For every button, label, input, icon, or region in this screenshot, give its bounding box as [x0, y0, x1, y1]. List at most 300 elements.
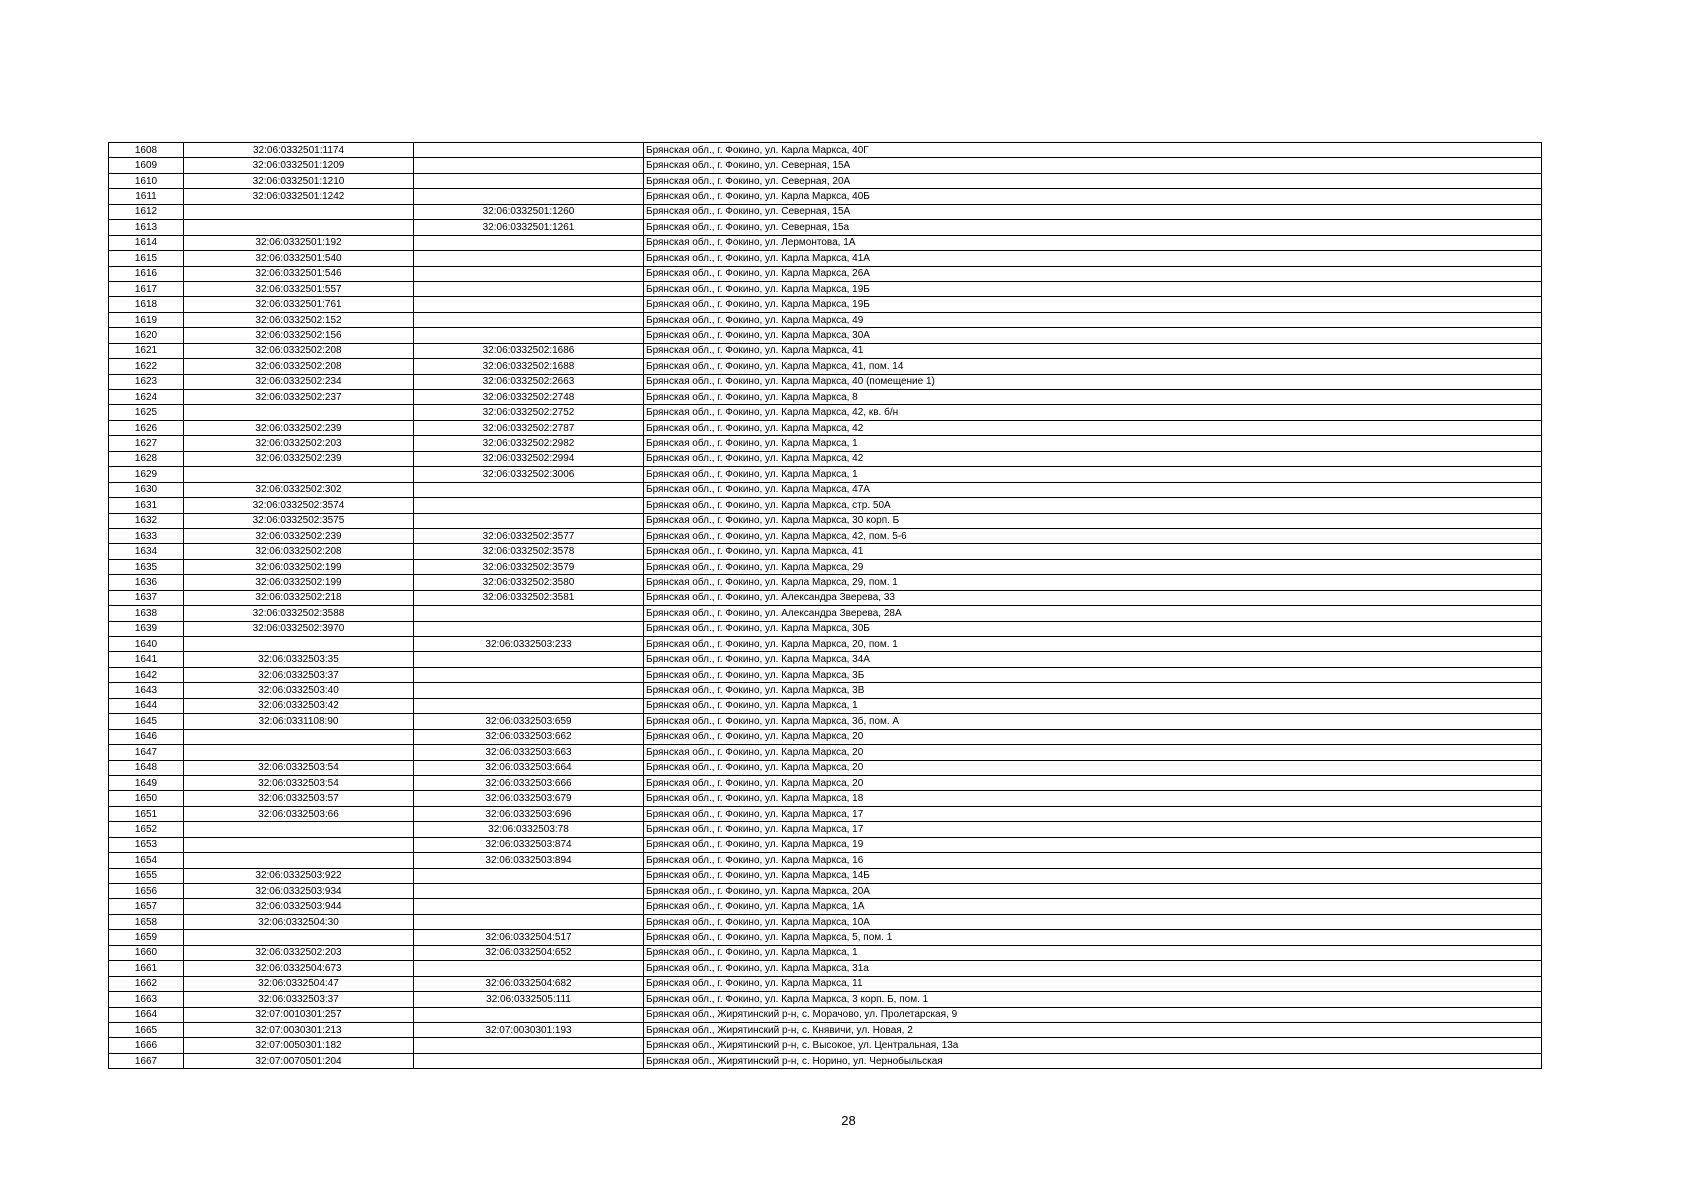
row-number-cell: 1617	[109, 281, 184, 296]
address-cell: Брянская обл., г. Фокино, ул. Карла Маркса, 20, пом. 1	[644, 637, 1542, 652]
related-cadastral-number-cell	[414, 698, 644, 713]
cadastral-number-cell: 32:06:0332502:239	[184, 528, 414, 543]
cadastral-number-cell: 32:06:0332502:302	[184, 482, 414, 497]
address-cell: Брянская обл., г. Фокино, ул. Северная, 15А	[644, 158, 1542, 173]
address-cell: Брянская обл., г. Фокино, ул. Карла Маркса, 41	[644, 544, 1542, 559]
table-row	[109, 513, 1542, 528]
table-row	[109, 343, 1542, 358]
cadastral-number-cell	[184, 467, 414, 482]
address-cell: Брянская обл., г. Фокино, ул. Карла Маркса, 3б, пом. А	[644, 714, 1542, 729]
related-cadastral-number-cell	[414, 884, 644, 899]
address-cell: Брянская обл., г. Фокино, ул. Карла Маркса, 1	[644, 945, 1542, 960]
related-cadastral-number-cell	[414, 652, 644, 667]
address-cell: Брянская обл., г. Фокино, ул. Карла Маркса, 20	[644, 775, 1542, 790]
row-number-cell: 1660	[109, 945, 184, 960]
table-row	[109, 791, 1542, 806]
address-cell: Брянская обл., г. Фокино, ул. Карла Маркса, 47А	[644, 482, 1542, 497]
related-cadastral-number-cell: 32:06:0332503:664	[414, 760, 644, 775]
row-number-cell: 1665	[109, 1022, 184, 1037]
table-row	[109, 683, 1542, 698]
row-number-cell: 1643	[109, 683, 184, 698]
address-cell: Брянская обл., г. Фокино, ул. Карла Маркса, 26А	[644, 266, 1542, 281]
row-number-cell: 1621	[109, 343, 184, 358]
address-cell: Брянская обл., г. Фокино, ул. Карла Маркса, 10А	[644, 914, 1542, 929]
related-cadastral-number-cell: 32:06:0332502:2752	[414, 405, 644, 420]
related-cadastral-number-cell	[414, 173, 644, 188]
related-cadastral-number-cell	[414, 914, 644, 929]
related-cadastral-number-cell: 32:06:0332502:3579	[414, 559, 644, 574]
cadastral-number-cell: 32:06:0332503:35	[184, 652, 414, 667]
table-row	[109, 590, 1542, 605]
related-cadastral-number-cell: 32:06:0332503:233	[414, 637, 644, 652]
table-row	[109, 837, 1542, 852]
cadastral-number-cell: 32:06:0332502:234	[184, 374, 414, 389]
row-number-cell: 1656	[109, 884, 184, 899]
table-row	[109, 312, 1542, 327]
table-row	[109, 637, 1542, 652]
related-cadastral-number-cell: 32:06:0332502:3578	[414, 544, 644, 559]
related-cadastral-number-cell: 32:06:0332503:78	[414, 822, 644, 837]
table-row	[109, 1053, 1542, 1068]
address-cell: Брянская обл., г. Фокино, ул. Карла Маркса, 14Б	[644, 868, 1542, 883]
related-cadastral-number-cell: 32:06:0332502:2748	[414, 390, 644, 405]
cadastral-number-cell: 32:07:0050301:182	[184, 1038, 414, 1053]
row-number-cell: 1651	[109, 806, 184, 821]
row-number-cell: 1619	[109, 312, 184, 327]
address-cell: Брянская обл., г. Фокино, ул. Карла Маркса, 17	[644, 822, 1542, 837]
address-cell: Брянская обл., г. Фокино, ул. Карла Маркса, 31а	[644, 961, 1542, 976]
table-row	[109, 328, 1542, 343]
row-number-cell: 1667	[109, 1053, 184, 1068]
table-row	[109, 436, 1542, 451]
cadastral-number-cell: 32:06:0332503:944	[184, 899, 414, 914]
row-number-cell: 1608	[109, 143, 184, 158]
address-cell: Брянская обл., Жирятинский р-н, с. Норино, ул. Чернобыльская	[644, 1053, 1542, 1068]
row-number-cell: 1645	[109, 714, 184, 729]
related-cadastral-number-cell: 32:06:0332503:894	[414, 853, 644, 868]
related-cadastral-number-cell: 32:07:0030301:193	[414, 1022, 644, 1037]
cadastral-number-cell: 32:06:0332501:761	[184, 297, 414, 312]
row-number-cell: 1635	[109, 559, 184, 574]
address-cell: Брянская обл., г. Фокино, ул. Александра Зверева, 28А	[644, 606, 1542, 621]
related-cadastral-number-cell	[414, 606, 644, 621]
row-number-cell: 1629	[109, 467, 184, 482]
address-cell: Брянская обл., г. Фокино, ул. Карла Маркса, 34А	[644, 652, 1542, 667]
address-cell: Брянская обл., г. Фокино, ул. Северная, 15а	[644, 220, 1542, 235]
cadastral-number-cell: 32:06:0332502:208	[184, 544, 414, 559]
row-number-cell: 1632	[109, 513, 184, 528]
address-cell: Брянская обл., г. Фокино, ул. Карла Маркса, 29, пом. 1	[644, 575, 1542, 590]
cadastral-number-cell	[184, 745, 414, 760]
table-row	[109, 467, 1542, 482]
related-cadastral-number-cell	[414, 251, 644, 266]
related-cadastral-number-cell: 32:06:0332502:3006	[414, 467, 644, 482]
cadastral-number-cell: 32:06:0332502:237	[184, 390, 414, 405]
cadastral-number-cell	[184, 405, 414, 420]
row-number-cell: 1638	[109, 606, 184, 621]
related-cadastral-number-cell	[414, 667, 644, 682]
row-number-cell: 1618	[109, 297, 184, 312]
table-row	[109, 606, 1542, 621]
address-cell: Брянская обл., г. Фокино, ул. Карла Маркса, 3 корп. Б, пом. 1	[644, 992, 1542, 1007]
table-row	[109, 235, 1542, 250]
table-row	[109, 961, 1542, 976]
address-cell: Брянская обл., г. Фокино, ул. Александра Зверева, 33	[644, 590, 1542, 605]
address-cell: Брянская обл., г. Фокино, ул. Карла Маркса, 42, кв. б/н	[644, 405, 1542, 420]
table-row	[109, 914, 1542, 929]
related-cadastral-number-cell: 32:06:0332503:666	[414, 775, 644, 790]
cadastral-number-cell	[184, 729, 414, 744]
cadastral-number-cell: 32:06:0332502:3574	[184, 498, 414, 513]
address-cell: Брянская обл., г. Фокино, ул. Карла Маркса, 30А	[644, 328, 1542, 343]
related-cadastral-number-cell: 32:06:0332502:2663	[414, 374, 644, 389]
row-number-cell: 1647	[109, 745, 184, 760]
row-number-cell: 1627	[109, 436, 184, 451]
cadastral-number-cell	[184, 220, 414, 235]
row-number-cell: 1620	[109, 328, 184, 343]
cadastral-number-cell: 32:06:0332501:557	[184, 281, 414, 296]
cadastral-number-cell: 32:06:0332503:57	[184, 791, 414, 806]
cadastral-number-cell: 32:06:0332503:40	[184, 683, 414, 698]
related-cadastral-number-cell	[414, 312, 644, 327]
row-number-cell: 1630	[109, 482, 184, 497]
address-cell: Брянская обл., г. Фокино, ул. Карла Маркса, 17	[644, 806, 1542, 821]
row-number-cell: 1655	[109, 868, 184, 883]
address-cell: Брянская обл., г. Фокино, ул. Карла Маркса, 40 (помещение 1)	[644, 374, 1542, 389]
related-cadastral-number-cell: 32:06:0332501:1261	[414, 220, 644, 235]
table-row	[109, 390, 1542, 405]
row-number-cell: 1642	[109, 667, 184, 682]
table-row	[109, 714, 1542, 729]
address-cell: Брянская обл., г. Фокино, ул. Карла Маркса, 19Б	[644, 297, 1542, 312]
table-row	[109, 667, 1542, 682]
row-number-cell: 1609	[109, 158, 184, 173]
related-cadastral-number-cell: 32:06:0332502:2982	[414, 436, 644, 451]
row-number-cell: 1640	[109, 637, 184, 652]
row-number-cell: 1628	[109, 451, 184, 466]
table-row	[109, 374, 1542, 389]
cadastral-number-cell: 32:06:0332502:3588	[184, 606, 414, 621]
related-cadastral-number-cell: 32:06:0332502:2787	[414, 420, 644, 435]
related-cadastral-number-cell	[414, 266, 644, 281]
table-row	[109, 189, 1542, 204]
address-cell: Брянская обл., г. Фокино, ул. Карла Маркса, 1	[644, 698, 1542, 713]
row-number-cell: 1612	[109, 204, 184, 219]
table-row	[109, 853, 1542, 868]
related-cadastral-number-cell	[414, 621, 644, 636]
related-cadastral-number-cell: 32:06:0332502:2994	[414, 451, 644, 466]
table-row	[109, 420, 1542, 435]
related-cadastral-number-cell	[414, 899, 644, 914]
row-number-cell: 1639	[109, 621, 184, 636]
address-cell: Брянская обл., г. Фокино, ул. Карла Маркса, 42, пом. 5-6	[644, 528, 1542, 543]
address-cell: Брянская обл., г. Фокино, ул. Карла Маркса, 11	[644, 976, 1542, 991]
cadastral-number-cell: 32:06:0332501:1174	[184, 143, 414, 158]
address-cell: Брянская обл., г. Фокино, ул. Карла Маркса, 40Б	[644, 189, 1542, 204]
address-cell: Брянская обл., г. Фокино, ул. Карла Маркса, 3Б	[644, 667, 1542, 682]
row-number-cell: 1615	[109, 251, 184, 266]
related-cadastral-number-cell	[414, 868, 644, 883]
cadastral-number-cell: 32:06:0332503:922	[184, 868, 414, 883]
cadastral-number-cell: 32:07:0010301:257	[184, 1007, 414, 1022]
cadastral-number-cell: 32:07:0070501:204	[184, 1053, 414, 1068]
related-cadastral-number-cell	[414, 683, 644, 698]
address-cell: Брянская обл., г. Фокино, ул. Карла Маркса, 20	[644, 745, 1542, 760]
property-table-body	[109, 143, 1542, 1069]
row-number-cell: 1664	[109, 1007, 184, 1022]
cadastral-number-cell: 32:06:0332502:3575	[184, 513, 414, 528]
row-number-cell: 1649	[109, 775, 184, 790]
cadastral-number-cell: 32:06:0332503:934	[184, 884, 414, 899]
related-cadastral-number-cell	[414, 1007, 644, 1022]
cadastral-number-cell: 32:06:0332502:199	[184, 575, 414, 590]
row-number-cell: 1652	[109, 822, 184, 837]
related-cadastral-number-cell	[414, 1053, 644, 1068]
cadastral-number-cell: 32:06:0332501:192	[184, 235, 414, 250]
row-number-cell: 1641	[109, 652, 184, 667]
address-cell: Брянская обл., г. Фокино, ул. Карла Маркса, 19Б	[644, 281, 1542, 296]
table-row	[109, 281, 1542, 296]
table-row	[109, 266, 1542, 281]
row-number-cell: 1624	[109, 390, 184, 405]
address-cell: Брянская обл., г. Фокино, ул. Карла Маркса, 30 корп. Б	[644, 513, 1542, 528]
row-number-cell: 1636	[109, 575, 184, 590]
table-row	[109, 498, 1542, 513]
table-row	[109, 204, 1542, 219]
row-number-cell: 1625	[109, 405, 184, 420]
cadastral-number-cell: 32:06:0332501:540	[184, 251, 414, 266]
row-number-cell: 1631	[109, 498, 184, 513]
cadastral-number-cell: 32:06:0332501:1209	[184, 158, 414, 173]
address-cell: Брянская обл., г. Фокино, ул. Карла Маркса, 29	[644, 559, 1542, 574]
address-cell: Брянская обл., г. Фокино, ул. Карла Маркса, 42	[644, 451, 1542, 466]
related-cadastral-number-cell: 32:06:0332503:659	[414, 714, 644, 729]
row-number-cell: 1626	[109, 420, 184, 435]
address-cell: Брянская обл., Жирятинский р-н, с. Княвичи, ул. Новая, 2	[644, 1022, 1542, 1037]
address-cell: Брянская обл., г. Фокино, ул. Карла Маркса, 40Г	[644, 143, 1542, 158]
table-row	[109, 992, 1542, 1007]
cadastral-number-cell: 32:06:0332503:37	[184, 992, 414, 1007]
row-number-cell: 1637	[109, 590, 184, 605]
address-cell: Брянская обл., г. Фокино, ул. Лермонтова, 1А	[644, 235, 1542, 250]
table-row	[109, 621, 1542, 636]
related-cadastral-number-cell: 32:06:0332501:1260	[414, 204, 644, 219]
cadastral-number-cell	[184, 837, 414, 852]
address-cell: Брянская обл., г. Фокино, ул. Карла Маркса, 41А	[644, 251, 1542, 266]
row-number-cell: 1634	[109, 544, 184, 559]
address-cell: Брянская обл., г. Фокино, ул. Карла Маркса, 1	[644, 436, 1542, 451]
cadastral-number-cell: 32:06:0332502:239	[184, 451, 414, 466]
related-cadastral-number-cell	[414, 297, 644, 312]
address-cell: Брянская обл., г. Фокино, ул. Карла Маркса, 18	[644, 791, 1542, 806]
related-cadastral-number-cell: 32:06:0332503:679	[414, 791, 644, 806]
related-cadastral-number-cell: 32:06:0332504:517	[414, 930, 644, 945]
table-row	[109, 868, 1542, 883]
table-row	[109, 575, 1542, 590]
address-cell: Брянская обл., г. Фокино, ул. Карла Маркса, 20А	[644, 884, 1542, 899]
cadastral-number-cell: 32:06:0332503:54	[184, 760, 414, 775]
related-cadastral-number-cell	[414, 513, 644, 528]
related-cadastral-number-cell	[414, 189, 644, 204]
table-row	[109, 1022, 1542, 1037]
row-number-cell: 1646	[109, 729, 184, 744]
related-cadastral-number-cell	[414, 498, 644, 513]
cadastral-number-cell: 32:06:0332503:42	[184, 698, 414, 713]
table-row	[109, 482, 1542, 497]
table-row	[109, 976, 1542, 991]
related-cadastral-number-cell	[414, 482, 644, 497]
row-number-cell: 1623	[109, 374, 184, 389]
cadastral-number-cell: 32:06:0332504:30	[184, 914, 414, 929]
address-cell: Брянская обл., г. Фокино, ул. Карла Маркса, 42	[644, 420, 1542, 435]
row-number-cell: 1648	[109, 760, 184, 775]
address-cell: Брянская обл., г. Фокино, ул. Северная, 15А	[644, 204, 1542, 219]
address-cell: Брянская обл., г. Фокино, ул. Карла Маркса, 5, пом. 1	[644, 930, 1542, 945]
cadastral-number-cell: 32:07:0030301:213	[184, 1022, 414, 1037]
cadastral-number-cell: 32:06:0332502:208	[184, 359, 414, 374]
table-row	[109, 899, 1542, 914]
table-row	[109, 528, 1542, 543]
page-number: 28	[841, 1113, 856, 1128]
cadastral-number-cell	[184, 853, 414, 868]
address-cell: Брянская обл., г. Фокино, ул. Карла Маркса, 1А	[644, 899, 1542, 914]
cadastral-number-cell: 32:06:0332502:3970	[184, 621, 414, 636]
related-cadastral-number-cell: 32:06:0332503:696	[414, 806, 644, 821]
property-table	[108, 142, 1542, 1069]
address-cell: Брянская обл., Жирятинский р-н, с. Морачово, ул. Пролетарская, 9	[644, 1007, 1542, 1022]
related-cadastral-number-cell: 32:06:0332502:1686	[414, 343, 644, 358]
related-cadastral-number-cell: 32:06:0332502:3581	[414, 590, 644, 605]
row-number-cell: 1622	[109, 359, 184, 374]
address-cell: Брянская обл., г. Фокино, ул. Карла Маркса, 49	[644, 312, 1542, 327]
address-cell: Брянская обл., г. Фокино, ул. Карла Маркса, 41	[644, 343, 1542, 358]
cadastral-number-cell: 32:06:0332502:208	[184, 343, 414, 358]
cadastral-number-cell: 32:06:0332502:203	[184, 945, 414, 960]
related-cadastral-number-cell	[414, 158, 644, 173]
table-row	[109, 806, 1542, 821]
address-cell: Брянская обл., г. Фокино, ул. Северная, 20А	[644, 173, 1542, 188]
cadastral-number-cell: 32:06:0332502:203	[184, 436, 414, 451]
row-number-cell: 1659	[109, 930, 184, 945]
related-cadastral-number-cell	[414, 281, 644, 296]
row-number-cell: 1654	[109, 853, 184, 868]
cadastral-number-cell: 32:06:0332503:37	[184, 667, 414, 682]
row-number-cell: 1661	[109, 961, 184, 976]
related-cadastral-number-cell	[414, 328, 644, 343]
cadastral-number-cell: 32:06:0332503:66	[184, 806, 414, 821]
table-row	[109, 359, 1542, 374]
cadastral-number-cell: 32:06:0332501:1242	[184, 189, 414, 204]
cadastral-number-cell: 32:06:0331108:90	[184, 714, 414, 729]
address-cell: Брянская обл., г. Фокино, ул. Карла Маркса, 20	[644, 760, 1542, 775]
related-cadastral-number-cell: 32:06:0332502:3577	[414, 528, 644, 543]
table-row	[109, 405, 1542, 420]
address-cell: Брянская обл., г. Фокино, ул. Карла Маркса, 41, пом. 14	[644, 359, 1542, 374]
row-number-cell: 1662	[109, 976, 184, 991]
address-cell: Брянская обл., Жирятинский р-н, с. Высокое, ул. Центральная, 13а	[644, 1038, 1542, 1053]
related-cadastral-number-cell	[414, 1038, 644, 1053]
cadastral-number-cell	[184, 204, 414, 219]
table-row	[109, 760, 1542, 775]
table-row	[109, 698, 1542, 713]
related-cadastral-number-cell: 32:06:0332503:662	[414, 729, 644, 744]
cadastral-number-cell: 32:06:0332502:218	[184, 590, 414, 605]
cadastral-number-cell: 32:06:0332502:152	[184, 312, 414, 327]
row-number-cell: 1657	[109, 899, 184, 914]
related-cadastral-number-cell: 32:06:0332504:652	[414, 945, 644, 960]
table-row	[109, 884, 1542, 899]
address-cell: Брянская обл., г. Фокино, ул. Карла Маркса, 8	[644, 390, 1542, 405]
table-row	[109, 729, 1542, 744]
table-row	[109, 775, 1542, 790]
address-cell: Брянская обл., г. Фокино, ул. Карла Маркса, 3В	[644, 683, 1542, 698]
address-cell: Брянская обл., г. Фокино, ул. Карла Маркса, стр. 50А	[644, 498, 1542, 513]
related-cadastral-number-cell	[414, 235, 644, 250]
cadastral-number-cell: 32:06:0332502:199	[184, 559, 414, 574]
related-cadastral-number-cell: 32:06:0332502:1688	[414, 359, 644, 374]
row-number-cell: 1610	[109, 173, 184, 188]
table-row	[109, 652, 1542, 667]
table-row	[109, 544, 1542, 559]
cadastral-number-cell: 32:06:0332503:54	[184, 775, 414, 790]
address-cell: Брянская обл., г. Фокино, ул. Карла Маркса, 19	[644, 837, 1542, 852]
table-row	[109, 451, 1542, 466]
row-number-cell: 1663	[109, 992, 184, 1007]
row-number-cell: 1650	[109, 791, 184, 806]
cadastral-number-cell	[184, 822, 414, 837]
table-row	[109, 220, 1542, 235]
row-number-cell: 1633	[109, 528, 184, 543]
related-cadastral-number-cell: 32:06:0332505:111	[414, 992, 644, 1007]
cadastral-number-cell	[184, 930, 414, 945]
row-number-cell: 1613	[109, 220, 184, 235]
cadastral-number-cell: 32:06:0332501:1210	[184, 173, 414, 188]
table-row	[109, 173, 1542, 188]
table-row	[109, 143, 1542, 158]
row-number-cell: 1611	[109, 189, 184, 204]
cadastral-number-cell: 32:06:0332504:673	[184, 961, 414, 976]
cadastral-number-cell: 32:06:0332502:156	[184, 328, 414, 343]
address-cell: Брянская обл., г. Фокино, ул. Карла Маркса, 30Б	[644, 621, 1542, 636]
table-row	[109, 251, 1542, 266]
cadastral-number-cell: 32:06:0332501:546	[184, 266, 414, 281]
related-cadastral-number-cell: 32:06:0332503:663	[414, 745, 644, 760]
table-row	[109, 559, 1542, 574]
related-cadastral-number-cell: 32:06:0332503:874	[414, 837, 644, 852]
cadastral-number-cell	[184, 637, 414, 652]
address-cell: Брянская обл., г. Фокино, ул. Карла Маркса, 1	[644, 467, 1542, 482]
cadastral-number-cell: 32:06:0332504:47	[184, 976, 414, 991]
table-row	[109, 930, 1542, 945]
row-number-cell: 1658	[109, 914, 184, 929]
row-number-cell: 1653	[109, 837, 184, 852]
table-row	[109, 1038, 1542, 1053]
table-row	[109, 745, 1542, 760]
related-cadastral-number-cell: 32:06:0332502:3580	[414, 575, 644, 590]
table-row	[109, 945, 1542, 960]
row-number-cell: 1644	[109, 698, 184, 713]
table-row	[109, 158, 1542, 173]
related-cadastral-number-cell	[414, 961, 644, 976]
related-cadastral-number-cell: 32:06:0332504:682	[414, 976, 644, 991]
row-number-cell: 1614	[109, 235, 184, 250]
related-cadastral-number-cell	[414, 143, 644, 158]
row-number-cell: 1616	[109, 266, 184, 281]
table-row	[109, 1007, 1542, 1022]
row-number-cell: 1666	[109, 1038, 184, 1053]
table-row	[109, 822, 1542, 837]
table-row	[109, 297, 1542, 312]
